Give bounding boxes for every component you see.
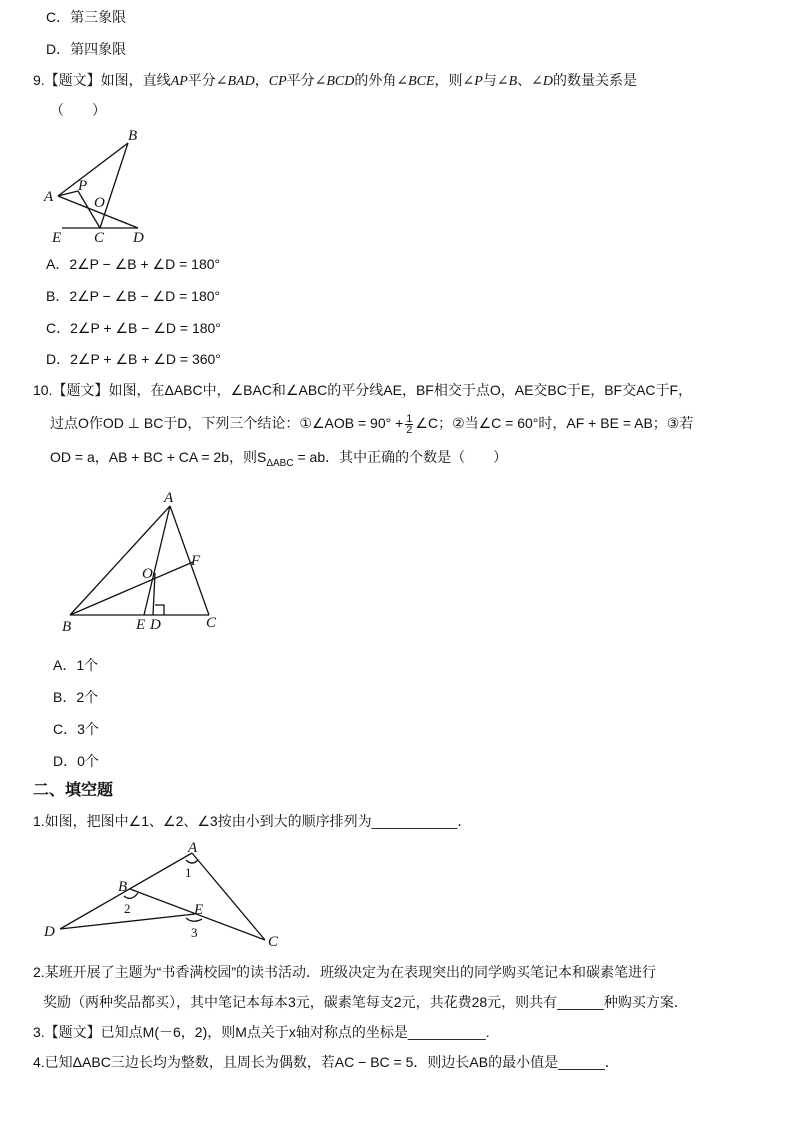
q10-label-b: B	[62, 619, 72, 635]
q9-label-d: D	[133, 230, 144, 246]
q9-label-b: B	[128, 128, 138, 144]
q9-label-c: C	[94, 230, 105, 246]
q10-stem-line3: OD = a，AB + BC + CA = 2b，则$S_{\Delta ABC}$ = ab．其中正确的个数是（ ）	[50, 449, 508, 469]
q9-label-p: P	[78, 178, 88, 194]
q9-figure	[40, 124, 170, 249]
q10-label-e: E	[136, 617, 146, 633]
f3-stem: 3.【题文】已知点M(－6，2)，则M点关于x轴对称点的坐标是__________.	[33, 1024, 490, 1040]
q10-label-c: C	[206, 615, 217, 631]
q9-option-d: D．2∠P + ∠B + ∠D = 360°	[46, 351, 221, 367]
section-title-fill-in: 二、填空题	[33, 782, 114, 799]
f2-stem-line2: 奖励（两种奖品都买），其中笔记本每本3元，碳素笔每支2元，共花费28元，则共有______种购买方案．	[43, 994, 688, 1010]
f1-label-c: C	[268, 934, 279, 950]
q10-option-a: A．1个	[53, 657, 99, 673]
f1-label-d: D	[44, 924, 55, 940]
q9-label-o: O	[94, 195, 105, 211]
f1-label-e: E	[194, 902, 204, 918]
f1-label-a: A	[188, 840, 198, 856]
q10-option-c: C．3个	[53, 721, 99, 737]
f1-label-b: B	[118, 879, 128, 895]
f2-stem-line1: 2.某班开展了主题为“书香满校园”的读书活动．班级决定为在表现突出的同学购买笔记本和碳素笔进行	[33, 964, 656, 980]
q10-label-o: O	[142, 566, 153, 582]
q10-label-a: A	[164, 490, 174, 506]
q9-label-e: E	[52, 230, 62, 246]
q9-stem: 9.【题文】如图，直线AP平分∠BAD，CP平分∠BCD的外角∠BCE，则∠P与∠B、∠D的数量关系是	[33, 72, 637, 89]
f4-stem: 4.已知ΔABC三边长均为整数，且周长为偶数，若AC − BC = 5．则边长AB的最小值是______．	[33, 1054, 619, 1070]
f1-angle-3: 3	[191, 925, 198, 940]
f1-angle-1: 1	[185, 865, 192, 880]
q10-fraction: $\frac{1}{2}$	[406, 412, 413, 436]
q9-option-a: A．2∠P − ∠B + ∠D = 180°	[46, 256, 221, 272]
f1-angle-2: 2	[124, 901, 131, 916]
q10-figure	[56, 486, 226, 636]
q8-option-d: D．第四象限	[46, 41, 127, 57]
f1-figure	[40, 836, 290, 951]
q10-stem-line2: 过点O作OD ⊥ BC于D，下列三个结论：①∠AOB = 90° + $\frac{1}{2}$ ∠C；②当∠C = 60°时，AF + BE = AB；③若	[50, 412, 694, 436]
q10-option-b: B．2个	[53, 689, 99, 705]
q10-label-d: D	[150, 617, 161, 633]
q8-option-c: C．第三象限	[46, 9, 127, 25]
q9-label-a: A	[44, 189, 54, 205]
q9-option-c: C．2∠P + ∠B − ∠D = 180°	[46, 320, 221, 336]
f1-stem: 1.如图，把图中∠1、∠2、∠3按由小到大的顺序排列为___________．	[33, 813, 472, 829]
q9-answer-paren: （ ）	[50, 102, 106, 118]
q9-option-b: B．2∠P − ∠B − ∠D = 180°	[46, 288, 221, 304]
q10-label-f: F	[191, 553, 201, 569]
q10-option-d: D．0个	[53, 753, 99, 769]
q10-stem-line1: 10.【题文】如图，在ΔABC中，∠BAC和∠ABC的平分线AE，BF相交于点O，AE交BC于E，BF交AC于F，	[33, 382, 693, 398]
